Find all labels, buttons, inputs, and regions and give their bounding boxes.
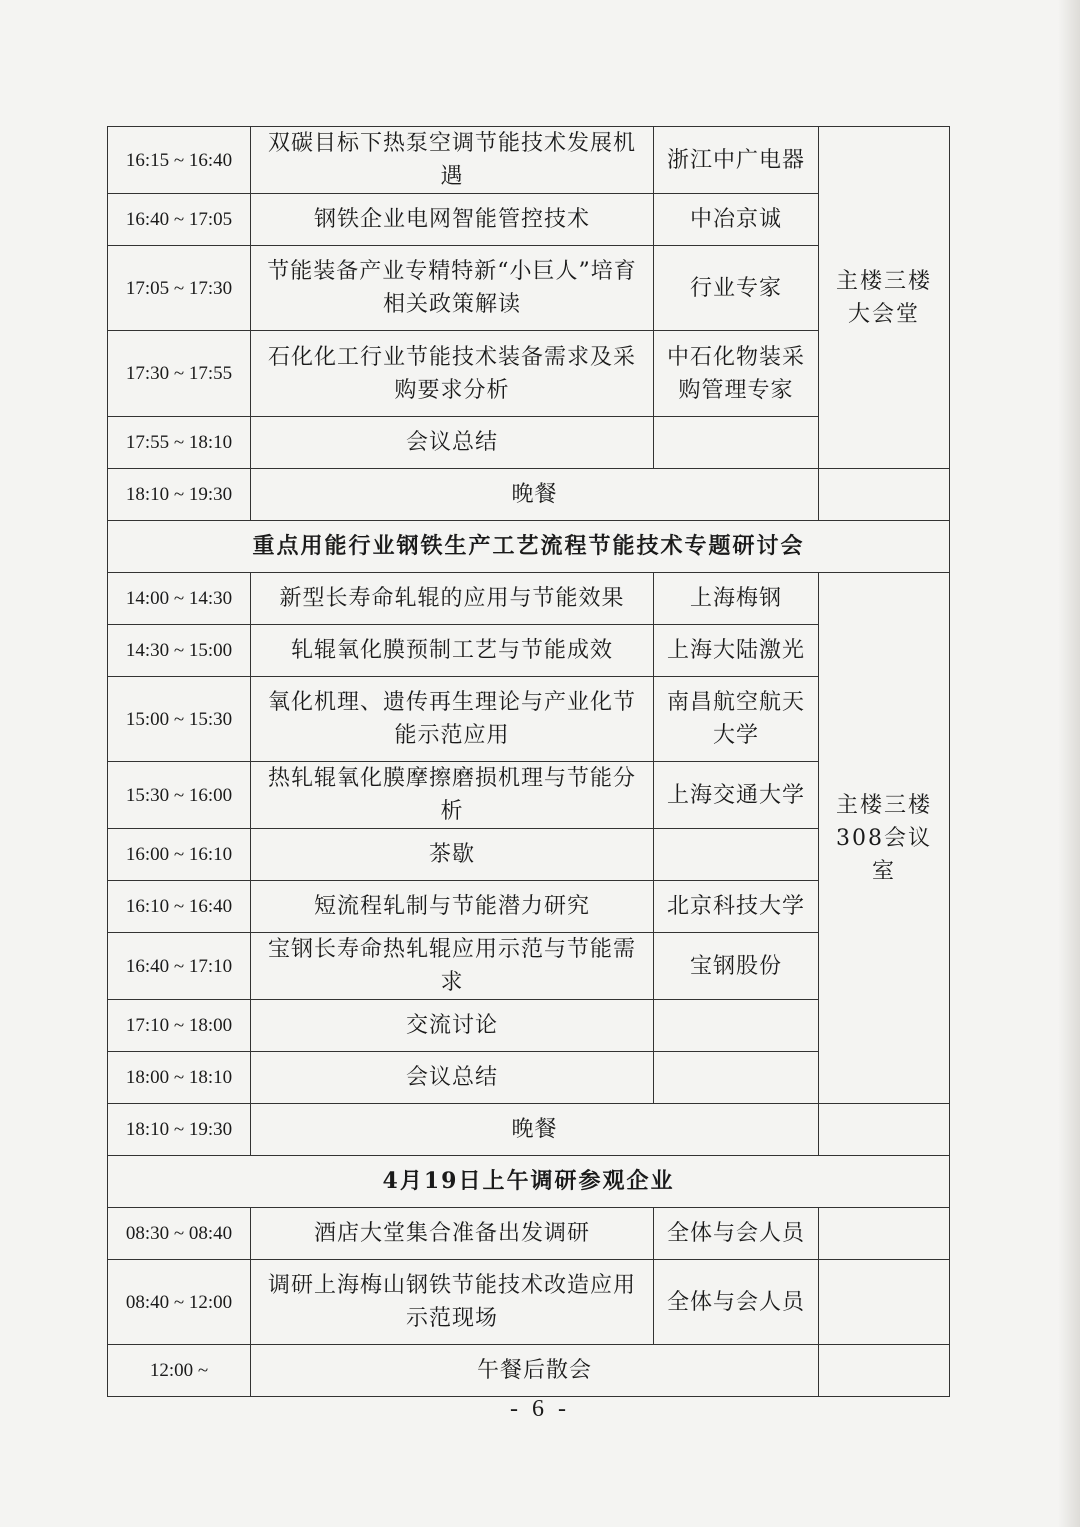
speaker-cell: 中石化物装采购管理专家 [654,331,819,417]
topic-cell: 热轧辊氧化膜摩擦磨损机理与节能分析 [251,762,654,829]
time-cell: 12:00 ~ [108,1345,251,1397]
time-cell: 18:00 ~ 18:10 [108,1052,251,1104]
time-cell: 17:05 ~ 17:30 [108,246,251,331]
topic-cell: 双碳目标下热泵空调节能技术发展机遇 [251,127,654,194]
topic-cell: 钢铁企业电网智能管控技术 [251,194,654,246]
speaker-cell: 宝钢股份 [654,933,819,1000]
topic-cell: 氧化机理、遗传再生理论与产业化节能示范应用 [251,677,654,762]
topic-cell: 会议总结 [251,417,654,469]
speaker-cell: 行业专家 [654,246,819,331]
speaker-cell: 浙江中广电器 [654,127,819,194]
speaker-cell: 上海大陆激光 [654,625,819,677]
time-cell: 18:10 ~ 19:30 [108,469,251,521]
time-cell: 16:00 ~ 16:10 [108,829,251,881]
topic-cell: 会议总结 [251,1052,654,1104]
topic-cell: 新型长寿命轧辊的应用与节能效果 [251,573,654,625]
time-cell: 15:00 ~ 15:30 [108,677,251,762]
venue-cell: 主楼三楼308会议室 [819,573,950,1104]
topic-cell: 茶歇 [251,829,654,881]
time-cell: 17:55 ~ 18:10 [108,417,251,469]
speaker-cell: 南昌航空航天大学 [654,677,819,762]
speaker-cell: 上海梅钢 [654,573,819,625]
empty-cell [819,1260,950,1345]
section-title: 4月19日上午调研参观企业 [108,1156,950,1208]
time-cell: 16:15 ~ 16:40 [108,127,251,194]
venue-cell: 主楼三楼大会堂 [819,127,950,469]
topic-cell: 酒店大堂集合准备出发调研 [251,1208,654,1260]
empty-cell [819,1208,950,1260]
topic-cell: 交流讨论 [251,1000,654,1052]
table-row [108,1260,950,1345]
time-cell: 14:00 ~ 14:30 [108,573,251,625]
table-row [108,1104,950,1156]
speaker-cell: 北京科技大学 [654,881,819,933]
speaker-cell [654,1052,819,1104]
empty-cell [819,1104,950,1156]
table-row [108,1345,950,1397]
time-cell: 17:10 ~ 18:00 [108,1000,251,1052]
speaker-cell: 全体与会人员 [654,1208,819,1260]
page-number: - 6 - [510,1396,570,1422]
table-row [108,127,950,194]
speaker-cell [654,829,819,881]
time-cell: 16:10 ~ 16:40 [108,881,251,933]
topic-cell: 轧辊氧化膜预制工艺与节能成效 [251,625,654,677]
empty-cell [819,469,950,521]
speaker-cell: 上海交通大学 [654,762,819,829]
table-row [108,1208,950,1260]
time-cell: 16:40 ~ 17:05 [108,194,251,246]
section-header-row [108,1156,950,1208]
speaker-cell [654,1000,819,1052]
speaker-cell [654,417,819,469]
time-cell: 16:40 ~ 17:10 [108,933,251,1000]
dinner-cell: 晚餐 [251,469,819,521]
time-cell: 08:40 ~ 12:00 [108,1260,251,1345]
time-cell: 18:10 ~ 19:30 [108,1104,251,1156]
empty-cell [819,1345,950,1397]
page-edge-shadow [1058,0,1080,1527]
speaker-cell: 中冶京诚 [654,194,819,246]
topic-cell: 节能装备产业专精特新“小巨人”培育相关政策解读 [251,246,654,331]
section-header-row [108,521,950,573]
topic-cell: 石化化工行业节能技术装备需求及采购要求分析 [251,331,654,417]
speaker-cell: 全体与会人员 [654,1260,819,1345]
section-title: 重点用能行业钢铁生产工艺流程节能技术专题研讨会 [108,521,950,573]
closing-cell: 午餐后散会 [251,1345,819,1397]
topic-cell: 短流程轧制与节能潜力研究 [251,881,654,933]
schedule-table [107,126,950,1397]
time-cell: 15:30 ~ 16:00 [108,762,251,829]
time-cell: 14:30 ~ 15:00 [108,625,251,677]
dinner-cell: 晚餐 [251,1104,819,1156]
time-cell: 08:30 ~ 08:40 [108,1208,251,1260]
topic-cell: 调研上海梅山钢铁节能技术改造应用示范现场 [251,1260,654,1345]
table-row [108,469,950,521]
topic-cell: 宝钢长寿命热轧辊应用示范与节能需求 [251,933,654,1000]
table-row [108,573,950,625]
time-cell: 17:30 ~ 17:55 [108,331,251,417]
